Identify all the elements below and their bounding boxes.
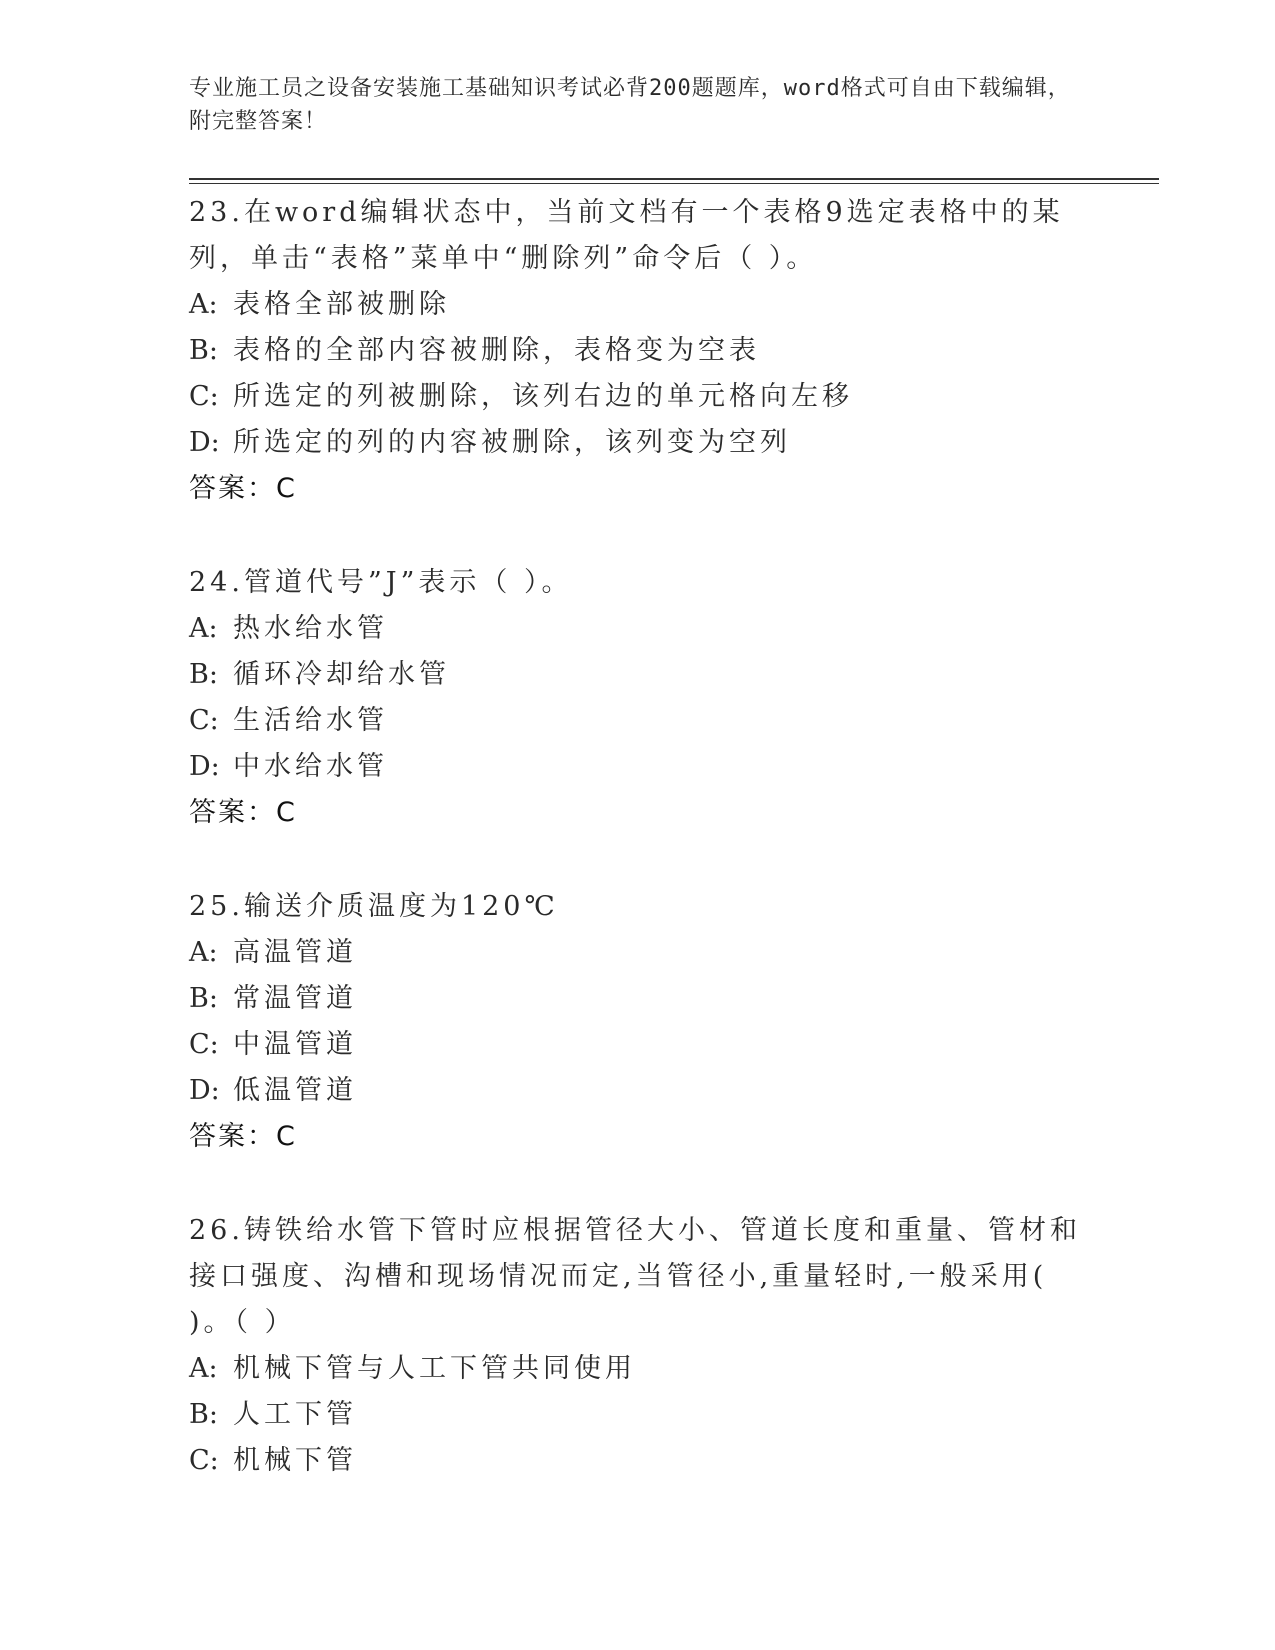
option-text: 循环冷却给水管 (233, 659, 450, 690)
answer-line: 答案：C (189, 473, 297, 504)
option-d (189, 1068, 1089, 1114)
option-b (189, 976, 1089, 1022)
option-text: 机械下管 (233, 1445, 357, 1476)
option-key: A: (189, 289, 218, 320)
option-text: 表格全部被删除 (233, 289, 450, 320)
option-key: C: (189, 381, 219, 412)
document-title: 专业施工员之设备安装施工基础知识考试必背200题题库，word格式可自由下载编辑，附完整答案！ (189, 76, 1071, 134)
option-text: 高温管道 (233, 937, 357, 968)
question-23 (189, 190, 1089, 512)
option-b (189, 652, 1089, 698)
question-stem: 24.管道代号”J”表示（ ）。 (189, 567, 573, 598)
option-text: 中水给水管 (233, 751, 388, 782)
option-key: C: (189, 705, 219, 736)
option-a (189, 930, 1089, 976)
question-stem: 26.铸铁给水管下管时应根据管径大小、管道长度和重量、管材和接口强度、沟槽和现场情况而定,当管径小,重量轻时,一般采用( )。（ ） (189, 1215, 1081, 1338)
option-b (189, 1392, 1089, 1438)
header-divider-thick (189, 178, 1159, 180)
option-key: B: (189, 659, 218, 690)
option-d (189, 420, 1089, 466)
document-header (189, 72, 1089, 138)
option-a (189, 282, 1089, 328)
option-text: 常温管道 (233, 983, 357, 1014)
option-key: B: (189, 335, 218, 366)
option-b (189, 328, 1089, 374)
header-divider-thin (189, 183, 1159, 184)
question-stem: 23.在word编辑状态中，当前文档有一个表格9选定表格中的某列，单击“表格”菜单中“删除列”命令后（ ）。 (189, 197, 1064, 274)
question-24 (189, 560, 1089, 836)
option-text: 所选定的列被删除，该列右边的单元格向左移 (233, 381, 853, 412)
option-a (189, 606, 1089, 652)
option-c (189, 374, 1089, 420)
option-a (189, 1346, 1089, 1392)
option-key: D: (189, 1075, 220, 1106)
option-text: 生活给水管 (233, 705, 388, 736)
question-list (189, 190, 1089, 1532)
question-26 (189, 1208, 1089, 1484)
option-key: A: (189, 1353, 218, 1384)
option-key: C: (189, 1445, 219, 1476)
answer-line: 答案：C (189, 1121, 297, 1152)
option-d (189, 744, 1089, 790)
option-text: 所选定的列的内容被删除，该列变为空列 (233, 427, 791, 458)
option-key: A: (189, 613, 218, 644)
option-key: D: (189, 427, 220, 458)
option-c (189, 1022, 1089, 1068)
option-key: B: (189, 1399, 218, 1430)
answer-line: 答案：C (189, 797, 297, 828)
question-25 (189, 884, 1089, 1160)
option-text: 低温管道 (233, 1075, 357, 1106)
option-text: 中温管道 (233, 1029, 357, 1060)
question-stem: 25.输送介质温度为120℃ (189, 891, 559, 922)
option-key: C: (189, 1029, 219, 1060)
option-text: 热水给水管 (233, 613, 388, 644)
option-text: 表格的全部内容被删除，表格变为空表 (233, 335, 760, 366)
option-key: A: (189, 937, 218, 968)
option-key: B: (189, 983, 218, 1014)
option-c (189, 698, 1089, 744)
option-text: 机械下管与人工下管共同使用 (233, 1353, 636, 1384)
option-key: D: (189, 751, 220, 782)
option-c (189, 1438, 1089, 1484)
option-text: 人工下管 (233, 1399, 357, 1430)
